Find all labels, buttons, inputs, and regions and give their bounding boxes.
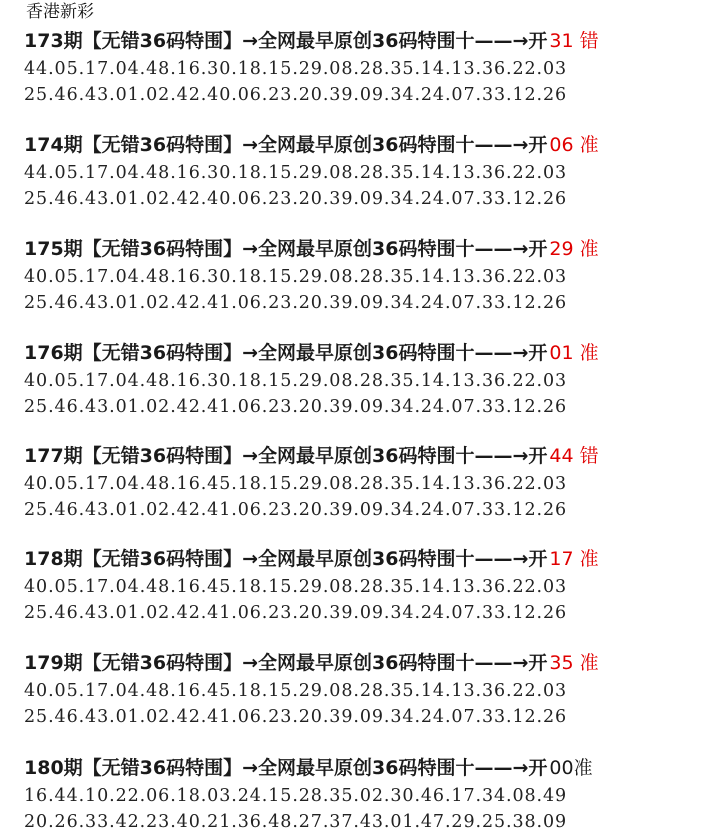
number-row-2: 25.46.43.01.02.42.41.06.23.20.39.09.34.24.07.33.12.26 [24,293,568,313]
period-result: 44 错 [549,445,599,467]
period-block-179 [24,648,714,730]
period-header-text: 174期【无错36码特围】→全网最早原创36码特围十——→开 [24,134,548,156]
period-result: 31 错 [549,30,599,52]
period-header [24,544,714,574]
period-header [24,234,714,264]
period-header-text: 180期【无错36码特围】→全网最早原创36码特围十——→开 [24,757,548,779]
period-result: 00准 [549,757,593,779]
period-result: 01 准 [549,342,599,364]
period-block-173 [24,26,714,108]
period-header [24,441,714,471]
number-row-1: 44.05.17.04.48.16.30.18.15.29.08.28.35.14.13.36.22.03 [24,59,568,79]
number-row-1: 16.44.10.22.06.18.03.24.15.28.35.02.30.46.17.34.08.49 [24,786,568,806]
number-row-2: 20.26.33.42.23.40.21.36.48.27.37.43.01.47.29.25.38.09 [24,812,568,832]
period-header [24,648,714,678]
period-block-177 [24,441,714,523]
number-row-1: 40.05.17.04.48.16.45.18.15.29.08.28.35.14.13.36.22.03 [24,681,568,701]
number-row-1: 40.05.17.04.48.16.30.18.15.29.08.28.35.14.13.36.22.03 [24,371,568,391]
period-result: 35 准 [549,652,599,674]
number-row-1: 40.05.17.04.48.16.30.18.15.29.08.28.35.14.13.36.22.03 [24,267,568,287]
number-row-1: 40.05.17.04.48.16.45.18.15.29.08.28.35.14.13.36.22.03 [24,577,568,597]
period-result: 29 准 [549,238,599,260]
period-header-text: 179期【无错36码特围】→全网最早原创36码特围十——→开 [24,652,548,674]
period-block-176 [24,338,714,420]
period-header [24,130,714,160]
period-header-text: 173期【无错36码特围】→全网最早原创36码特围十——→开 [24,30,548,52]
number-row-2: 25.46.43.01.02.42.41.06.23.20.39.09.34.24.07.33.12.26 [24,603,568,623]
period-header-text: 177期【无错36码特围】→全网最早原创36码特围十——→开 [24,445,548,467]
period-header-text: 176期【无错36码特围】→全网最早原创36码特围十——→开 [24,342,548,364]
period-block-178 [24,544,714,626]
period-header [24,26,714,56]
number-row-2: 25.46.43.01.02.42.41.06.23.20.39.09.34.24.07.33.12.26 [24,707,568,727]
period-header [24,753,714,783]
period-block-174 [24,130,714,212]
number-row-1: 44.05.17.04.48.16.30.18.15.29.08.28.35.14.13.36.22.03 [24,163,568,183]
period-block-175 [24,234,714,316]
period-header [24,338,714,368]
period-block-180 [24,753,714,835]
period-result: 17 准 [549,548,599,570]
number-row-2: 25.46.43.01.02.42.41.06.23.20.39.09.34.24.07.33.12.26 [24,500,568,520]
period-result: 06 准 [549,134,599,156]
site-title: 香港新彩 [26,2,94,22]
period-header-text: 175期【无错36码特围】→全网最早原创36码特围十——→开 [24,238,548,260]
number-row-2: 25.46.43.01.02.42.40.06.23.20.39.09.34.24.07.33.12.26 [24,85,568,105]
number-row-2: 25.46.43.01.02.42.40.06.23.20.39.09.34.24.07.33.12.26 [24,189,568,209]
number-row-1: 40.05.17.04.48.16.45.18.15.29.08.28.35.14.13.36.22.03 [24,474,568,494]
period-header-text: 178期【无错36码特围】→全网最早原创36码特围十——→开 [24,548,548,570]
number-row-2: 25.46.43.01.02.42.41.06.23.20.39.09.34.24.07.33.12.26 [24,397,568,417]
